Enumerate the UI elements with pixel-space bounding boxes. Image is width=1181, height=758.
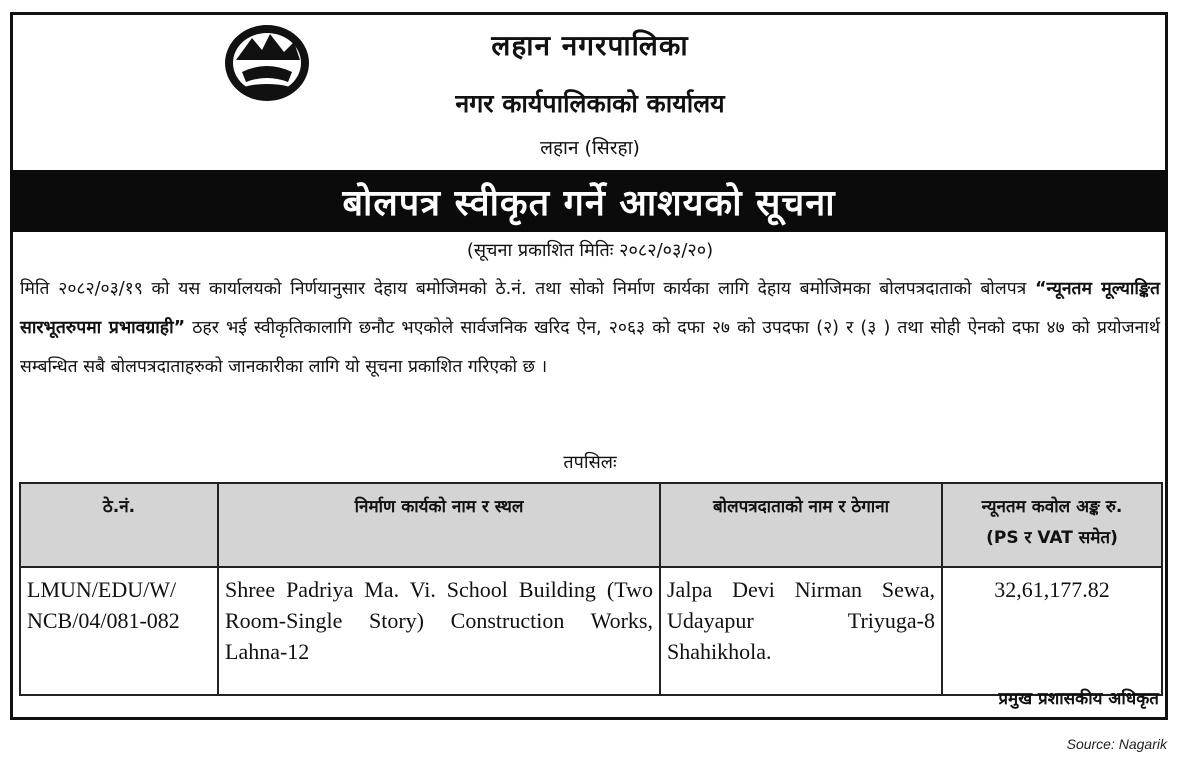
cell-work-name: Shree Padriya Ma. Vi. School Building (Two Room-Single Story) Construction Works, Lahna-12	[218, 567, 660, 695]
notice-title: बोलपत्र स्वीकृत गर्ने आशयको सूचना	[342, 182, 836, 224]
body-part-1: मिति २०८२/०३/१९ को यस कार्यालयको निर्णयानुसार देहाय बमोजिमको ठे.नं. तथा सोको निर्माण कार्यका लागि देहाय बमोजिमका बोलपत्रदाताको बोलपत्र	[20, 279, 1036, 299]
cell-amount: 32,61,177.82	[942, 567, 1162, 695]
header-contract-no: ठे.नं.	[20, 483, 218, 567]
cell-bidder: Jalpa Devi Nirman Sewa, Udayapur Triyuga-8 Shahikhola.	[660, 567, 942, 695]
municipality-name: लहान नगरपालिका	[491, 29, 689, 62]
source-credit: Source: Nagarik	[1066, 736, 1167, 752]
schedule-label: तपसिलः	[563, 452, 617, 473]
table-header-row	[20, 483, 1162, 567]
body-emphasis: “न्यूनतम मूल्याङ्कित सारभूतरुपमा प्रभावग्राही”	[20, 279, 1160, 338]
header-amount-line2: (PS र VAT समेत)	[986, 528, 1118, 548]
signoff-title: प्रमुख प्रशासकीय अधिकृत	[998, 689, 1159, 709]
notice-body	[20, 270, 1160, 387]
header-bidder: बोलपत्रदाताको नाम र ठेगाना	[660, 483, 942, 567]
notice-title-banner	[10, 170, 1168, 232]
office-location: लहान (सिरहा)	[540, 137, 640, 159]
government-emblem-icon	[222, 20, 312, 106]
header-amount	[942, 483, 1162, 567]
publication-date: (सूचना प्रकाशित मितिः २०८२/०३/२०)	[466, 240, 714, 261]
works-table	[19, 482, 1163, 696]
cell-contract-no: LMUN/EDU/W/ NCB/04/081-082	[20, 567, 218, 695]
body-part-2: ठहर भई स्वीकृतिकालागि छनौट भएकोले सार्वजनिक खरिद ऐन, २०६३ को दफा २७ को उपदफा (२) र (३ ) तथा सोही ऐनको दफा ४७ को प्रयोजनार्थ सम्बन्धित सबै बोलपत्रदाताहरुको जानकारीका लागि यो सूचना प्रकाशित गरिएको छ ।	[20, 318, 1160, 377]
header-work-name: निर्माण कार्यको नाम र स्थल	[218, 483, 660, 567]
office-name: नगर कार्यपालिकाको कार्यालय	[455, 89, 725, 118]
header-amount-line1: न्यूनतम कवोल अङ्क रु.	[981, 497, 1123, 517]
table-row	[20, 567, 1162, 695]
